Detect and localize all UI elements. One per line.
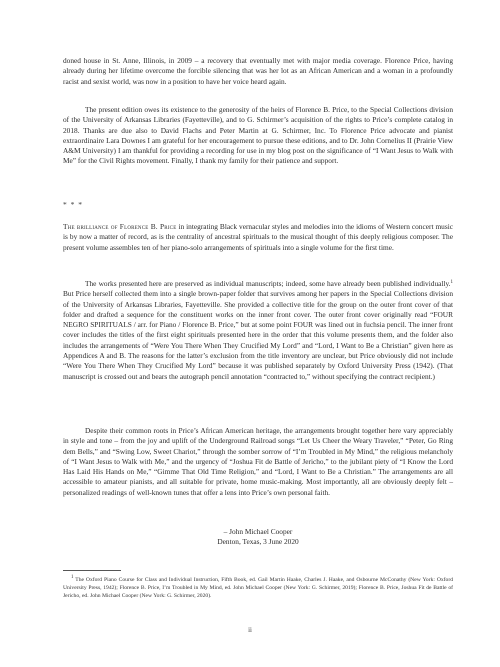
- footnote-rule: [63, 570, 121, 571]
- footnote-text: The Oxford Piano Course for Class and Individual Instruction, Fifth Book, ed. Gail Martin Haake, Charles J. Haake, and Osbourne McConathy (New York: Oxford University Press, 1942); Florence B. Price, I’m Troubled in My Mind, ed. John Michael Cooper (New York: G. Schirmer, 2019); Florence B. Price, Joshua Fit de Battle of Jericho, ed. John Michael Cooper (New York: G. Schirmer, 2020).: [63, 577, 453, 600]
- section-separator: * * *: [63, 200, 83, 209]
- page-number: ii: [248, 627, 252, 634]
- lead-in-smallcaps: The brilliance of Florence B. Price: [63, 222, 177, 231]
- footnote-block: [63, 576, 453, 601]
- paragraph-4: [63, 279, 453, 382]
- signature-place-date: Denton, Texas, 3 June 2020: [217, 537, 299, 547]
- acknowledgements: [63, 105, 453, 167]
- paragraph-5: Despite their common roots in Price’s African American heritage, the arrangements brought together here vary appreciably in style and tone – from the joy and uplift of the Underground Railroad songs “Let Us Cheer the Weary Traveler,” “Peter, Go Ring dem Bells,” and “Swing Low, Sweet Chariot,” through the somber sorrow of “I’m Troubled in My Mind,” the religious melancholy of “I Want Jesus to Walk with Me,” and the urgency of “Joshua Fit de Battle of Jericho,” to the jubilant piety of “I Know the Lord Has Laid His Hands on Me,” “Gimme That Old Time Religion,” and “Lord, I Want to Be a Christian.” The arrangements are all accessible to amateur pianists, and all suitable for private, home music-making. Most importantly, all are obviously deeply felt – personalized readings of well-known tunes that offer a lens into Price’s own personal faith.: [63, 426, 453, 497]
- footnote-1: [63, 576, 453, 601]
- paragraph-2: The present edition owes its existence to the generosity of the heirs of Florence B. Price, to the Special Collections division of the University of Arkansas Libraries (Fayetteville), and to G. Schirmer’s acquisition of the rights to Price’s complete catalog in 2018. Thanks are due also to David Flachs and Peter Martin at G. Schirmer, Inc. To Florence Price advocate and pianist extraordinaire Lara Downes I am grateful for her encouragement to pursue these editions, and to Dr. John Cornelius II (Prairie View A&M University) I am thankful for providing a recording for use in my blog post on the significance of “I Want Jesus to Walk with Me” for the Civil Rights movement. Finally, I thank my family for their patience and support.: [63, 105, 453, 166]
- paragraph-4-start: The works presented here are preserved as individual manuscripts; indeed, some have already been published individually.: [85, 279, 451, 288]
- paragraph-1: doned house in St. Anne, Illinois, in 2009 – a recovery that eventually met with major media coverage. Florence Price, having already during her lifetime overcome the forcible silencing that was her lot as an African American and a woman in a profoundly racist and sexist world, was now in a position to have her voice heard again.: [63, 56, 453, 86]
- paragraph-3-body: in integrating Black vernacular styles and melodies into the idioms of Western concert music is by now a matter of record, as is the centrality of ancestral spirituals to the musical thought of this deeply religious composer. The present volume assembles ten of her piano-solo arrangements of spirituals into a single volume for the first time.: [63, 222, 453, 252]
- signature-block: [63, 527, 453, 548]
- footnote-reference: 1: [450, 280, 453, 285]
- styles-section: [63, 426, 453, 498]
- paragraph-3: [63, 222, 453, 253]
- footnote-marker: 1: [71, 575, 74, 580]
- author-signature: – John Michael Cooper: [223, 527, 293, 536]
- section-break: [63, 200, 453, 209]
- paragraph-4-body: But Price herself collected them into a single brown-paper folder that survives among her papers in the Special Collections division of the University of Arkansas Libraries, Fayetteville. She provided a collective title for the group on the outer front cover of that folder and drafted a sequence for the constituent works on the inner front cover. The outer front cover originally read “FOUR NEGRO SPIRITUALS / arr. for Piano / Florence B. Price,” but at some point FOUR was lined out in fuchsia pencil. The inner front cover includes the titles of the first eight spirituals presented here in the order that this volume presents them, and the folder also includes the arrangements of “Were You There When They Crucified My Lord” and “Lord, I Want to Be a Christian” given here as Appendices A and B. The reasons for the latter’s exclusion from the title inventory are unclear, but Price obviously did not include “Were You There When They Crucified My Lord” because it was published separately by Oxford University Press (1942). (That manuscript is crossed out and bears the autograph pencil annotation “contracted to,” without specifying the contract recipient.): [63, 289, 453, 381]
- manuscripts-section: [63, 279, 453, 382]
- introduction: [63, 222, 453, 253]
- paragraph-continuation: [63, 56, 453, 87]
